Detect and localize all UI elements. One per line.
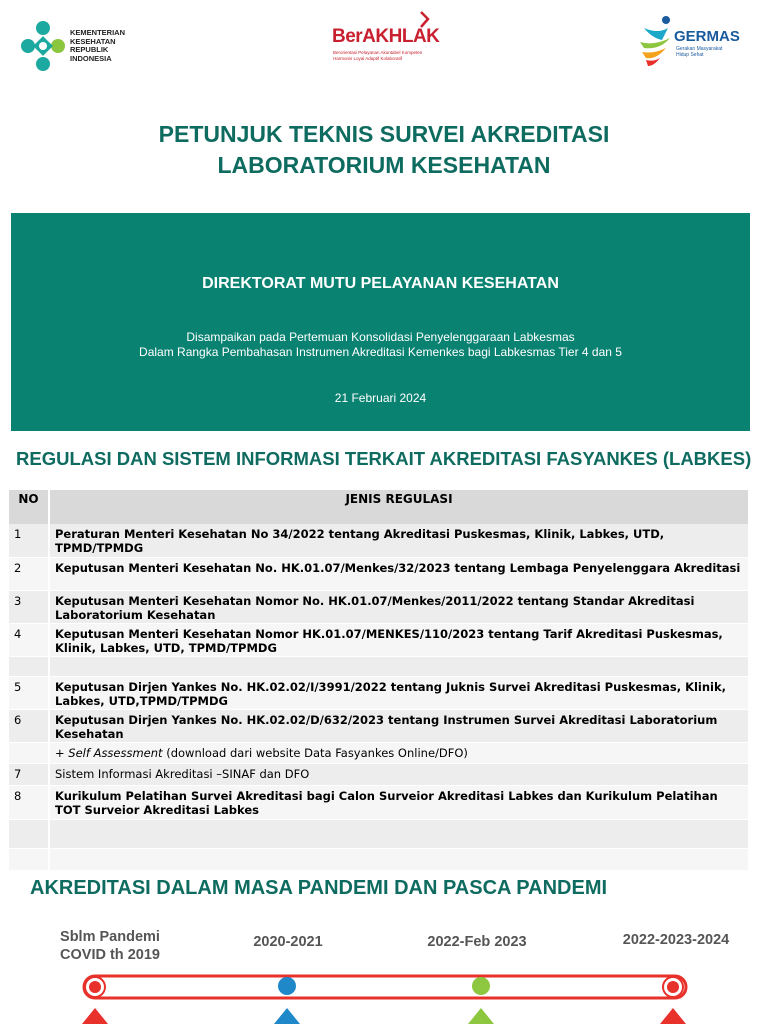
- regulation-text: Keputusan Menteri Kesehatan No. HK.01.07/Menkes/32/2023 tentang Lembaga Penyelenggara Akreditasi: [49, 557, 749, 590]
- regulation-text: Kurikulum Pelatihan Survei Akreditasi bagi Calon Surveior Akreditasi Labkes dan Kurikulum Pelatihan TOT Surveior Akreditasi Labkes: [49, 785, 749, 819]
- banner-subtitle-line-1: Disampaikan pada Pertemuan Konsolidasi Penyelenggaraan Labkesmas: [186, 330, 575, 344]
- regulation-text: [49, 848, 749, 870]
- kemenkes-logo: [20, 18, 150, 74]
- table-row: [9, 785, 749, 819]
- directorate-banner: [11, 213, 750, 431]
- timeline-pointer-4: [660, 1008, 686, 1024]
- regulation-text: Keputusan Dirjen Yankes No. HK.02.02/I/3991/2022 tentang Juknis Survei Akreditasi Puskesmas, Klinik, Labkes, UTD,TPMD/TPMDG: [49, 676, 749, 709]
- kemenkes-emblem-icon: [20, 20, 66, 72]
- row-number: 8: [9, 785, 49, 819]
- pandemi-heading: AKREDITASI DALAM MASA PANDEMI DAN PASCA PANDEMI: [30, 877, 608, 899]
- banner-organization: DIREKTORAT MUTU PELAYANAN KESEHATAN: [202, 275, 559, 292]
- row-number: 2: [9, 557, 49, 590]
- self-assessment-note: [49, 742, 749, 763]
- timeline-bar: [84, 976, 686, 998]
- self-assessment-suffix: (download dari website Data Fasyankes Online/DFO): [162, 745, 468, 760]
- row-number: 5: [9, 676, 49, 709]
- row-number: 4: [9, 623, 49, 656]
- timeline-dot-2: [278, 977, 296, 995]
- berakhlak-tagline: Berorientasi Pelayanan Akuntabel Kompeten Harmonis Loyal Adaptif Kolaboratif: [333, 50, 423, 61]
- timeline-label-4: 2022-2023-2024: [622, 932, 730, 948]
- banner-subtitle-line-2: Dalam Rangka Pembahasan Instrumen Akreditasi Kemenkes bagi Labkesmas Tier 4 dan 5: [139, 345, 622, 359]
- row-number: 3: [9, 590, 49, 623]
- row-number: [9, 819, 49, 848]
- self-assessment-prefix: +: [55, 745, 69, 760]
- table-row: [9, 656, 749, 676]
- timeline-dot-4: [667, 981, 679, 993]
- row-number: [9, 656, 49, 676]
- table-row: [9, 676, 749, 709]
- title-line-2: LABORATORIUM KESEHATAN: [217, 152, 551, 178]
- kemenkes-text: KEMENTERIAN KESEHATAN REPUBLIK INDONESIA: [70, 28, 126, 63]
- timeline-graphic: [0, 968, 768, 1024]
- table-row: [9, 742, 749, 763]
- table-row: [9, 819, 749, 848]
- row-number: 7: [9, 763, 49, 785]
- row-number: [9, 742, 49, 763]
- germas-tagline: Gerakan Masyarakat Hidup Sehat: [676, 46, 723, 58]
- table-row: [9, 709, 749, 742]
- table-header-row: [9, 490, 749, 524]
- self-assessment-italic: Self Assessment: [68, 745, 163, 760]
- berakhlak-logo: [332, 10, 442, 66]
- timeline-pointer-2: [274, 1008, 300, 1024]
- timeline-pointer-1: [82, 1008, 108, 1024]
- table-row: [9, 763, 749, 785]
- table-row: [9, 557, 749, 590]
- berakhlak-brand: BerAKHLAK: [332, 26, 440, 47]
- timeline-label-1: Sblm Pandemi COVID th 2019: [60, 929, 160, 963]
- row-number: 6: [9, 709, 49, 742]
- table-row: [9, 524, 749, 557]
- row-number: 1: [9, 524, 49, 557]
- title-line-1: PETUNJUK TEKNIS SURVEI AKREDITASI: [158, 121, 610, 147]
- timeline-pointer-3: [468, 1008, 494, 1024]
- timeline-dot-1: [89, 981, 101, 993]
- timeline-dot-3: [472, 977, 490, 995]
- regulasi-heading: REGULASI DAN SISTEM INFORMASI TERKAIT AKREDITASI FASYANKES (LABKES): [16, 448, 752, 469]
- regulasi-table: [9, 490, 750, 871]
- regulation-text: Keputusan Menteri Kesehatan Nomor HK.01.07/MENKES/110/2023 tentang Tarif Akreditasi Puskesmas, Klinik, Labkes, UTD, TPMD/TPMDG: [49, 623, 749, 656]
- banner-date: 21 Februari 2024: [334, 391, 427, 405]
- regulation-text: [49, 819, 749, 848]
- regulation-text: Keputusan Dirjen Yankes No. HK.02.02/D/632/2023 tentang Instrumen Survei Akreditasi Laboratorium Kesehatan: [49, 709, 749, 742]
- germas-emblem-icon: [636, 14, 676, 68]
- banner-subtitle: [11, 330, 750, 360]
- regulasi-table-body: [9, 524, 749, 870]
- table-row: [9, 590, 749, 623]
- timeline-label-3: 2022-Feb 2023: [427, 934, 527, 950]
- regulation-text: Sistem Informasi Akreditasi –SINAF dan DFO: [49, 763, 749, 785]
- row-number: [9, 848, 49, 870]
- column-header-no: NO: [9, 490, 49, 524]
- column-header-jenis: JENIS REGULASI: [49, 490, 749, 524]
- regulation-text: Keputusan Menteri Kesehatan Nomor No. HK.01.07/Menkes/2011/2022 tentang Standar Akreditasi Laboratorium Kesehatan: [49, 590, 749, 623]
- page-title: [0, 119, 768, 181]
- table-row: [9, 848, 749, 870]
- regulation-text: Peraturan Menteri Kesehatan No 34/2022 tentang Akreditasi Puskesmas, Klinik, Labkes, UTD, TPMD/TPMDG: [49, 524, 749, 557]
- timeline-label-2: 2020-2021: [253, 934, 323, 950]
- germas-brand: GERMAS: [674, 28, 740, 45]
- regulation-text: [49, 656, 749, 676]
- germas-logo: [636, 14, 746, 70]
- chevron-icon: [418, 10, 434, 30]
- table-row: [9, 623, 749, 656]
